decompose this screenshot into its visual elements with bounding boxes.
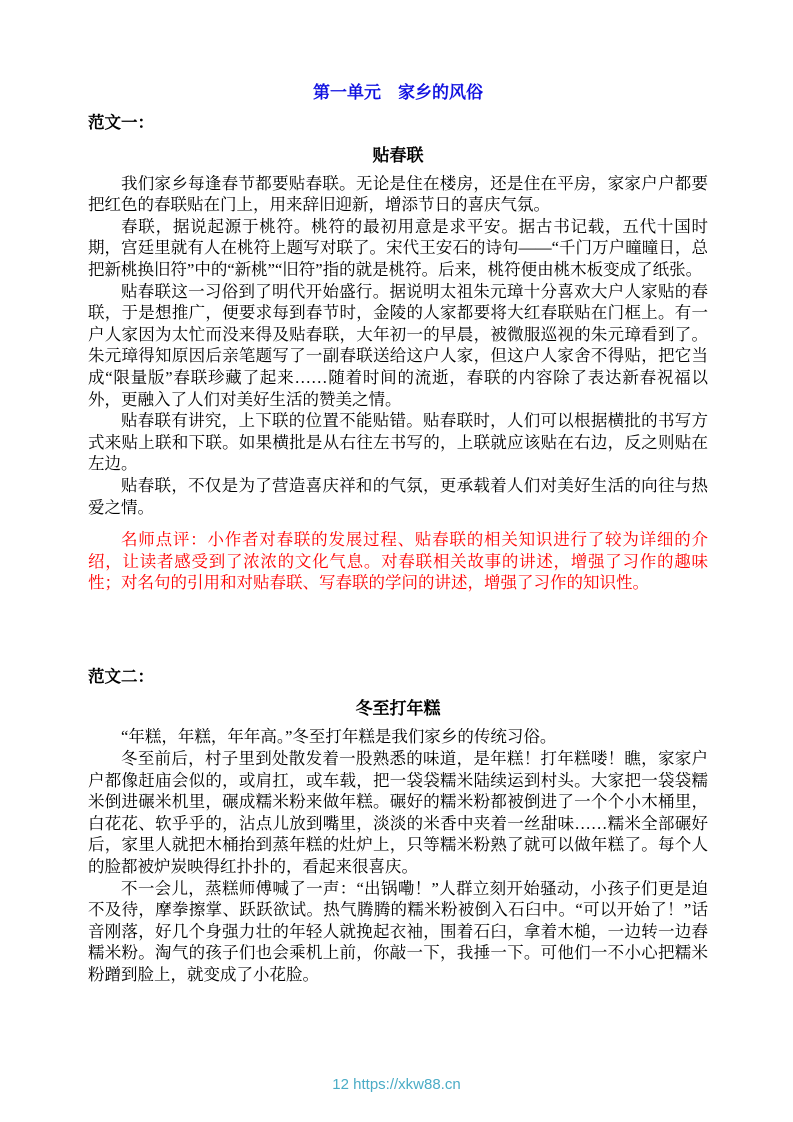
essay2-label: 范文二： [88, 666, 154, 686]
essay2-paragraph: 冬至前后，村子里到处散发着一股熟悉的味道，是年糕！打年糕喽！瞧，家家户户都像赶庙会似的，或肩扛，或车载，把一袋袋糯米陆续运到村头。大家把一袋袋糯米倒进碾米机里，碾成糯米粉来做年糕。碾好的糯米粉都被倒进了一个个小木桶里，白花花、软乎乎的，沾点儿放到嘴里，淡淡的米香中夹着一丝甜味……糯米全部碾好后，家里人就把木桶抬到蒸年糕的灶炉上，只等糯米粉熟了就可以做年糕了。每个人的脸都被炉炭映得红扑扑的，看起来很喜庆。 [88, 749, 708, 877]
unit-title: 第一单元 家乡的风俗 [313, 83, 483, 102]
essay2-paragraph: “年糕，年糕，年年高。”冬至打年糕是我们家乡的传统习俗。 [121, 727, 557, 747]
teacher-comment: 名师点评：小作者对春联的发展过程、贴春联的相关知识进行了较为详细的介绍，让读者感受到了浓浓的文化气息。对春联相关故事的讲述，增强了习作的趣味性；对名句的引用和对贴春联、写春联的学问的讲述，增强了习作的知识性。 [88, 530, 708, 593]
essay-1 [88, 112, 708, 594]
essay1-label: 范文一： [88, 113, 154, 132]
essay1-paragraph: 春联，据说起源于桃符。桃符的最初用意是求平安。据古书记载，五代十国时期，宫廷里就有人在桃符上题写对联了。宋代王安石的诗句——“千门万户曈曈日，总把新桃换旧符”中的“新桃”“旧符”指的就是桃符。后来，桃符便由桃木板变成了纸张。 [88, 216, 708, 279]
page-footer [0, 1074, 793, 1096]
essay1-paragraph: 贴春联，不仅是为了营造喜庆祥和的气氛，更承载着人们对美好生活的向往与热爱之情。 [88, 475, 708, 517]
footer-url-link[interactable]: https://xkw88.cn [353, 1076, 461, 1094]
essay1-paragraph: 我们家乡每逢春节都要贴春联。无论是住在楼房，还是住在平房，家家户户都要把红色的春联贴在门上，用来辞旧迎新，增添节日的喜庆气氛。 [88, 173, 708, 215]
essay1-paragraph: 贴春联这一习俗到了明代开始盛行。据说明太祖朱元璋十分喜欢大户人家贴的春联，于是想推广，便要求每到春节时，金陵的人家都要将大红春联贴在门框上。有一户人家因为太忙而没来得及贴春联，大年初一的早晨，被微服巡视的朱元璋看到了。朱元璋得知原因后亲笔题写了一副春联送给这户人家，但这户人家舍不得贴，把它当成“限量版”春联珍藏了起来……随着时间的流逝，春联的内容除了表达新春祝福以外，更融入了人们对美好生活的赞美之情。 [88, 281, 708, 409]
essay1-title: 贴春联 [372, 145, 424, 165]
essay1-paragraph: 贴春联有讲究，上下联的位置不能贴错。贴春联时，人们可以根据横批的书写方式来贴上联和下联。如果横批是从右往左书写的，上联就应该贴在右边，反之则贴在左边。 [88, 411, 708, 474]
page-number: 12 [332, 1076, 349, 1094]
essay2-paragraph: 不一会儿，蒸糕师傅喊了一声：“出锅嘞！”人群立刻开始骚动，小孩子们更是迫不及待，摩拳擦掌、跃跃欲试。热气腾腾的糯米粉被倒入石臼中。“可以开始了！”话音刚落，好几个身强力壮的年轻人就挽起衣袖，围着石臼，拿着木槌，一边转一边舂糯米粉。淘气的孩子们也会乘机上前，你敲一下，我捶一下。可他们一不小心把糯米粉蹭到脸上，就变成了小花脸。 [88, 878, 708, 984]
essay2-title: 冬至打年糕 [355, 699, 441, 719]
essay-2 [88, 666, 708, 986]
